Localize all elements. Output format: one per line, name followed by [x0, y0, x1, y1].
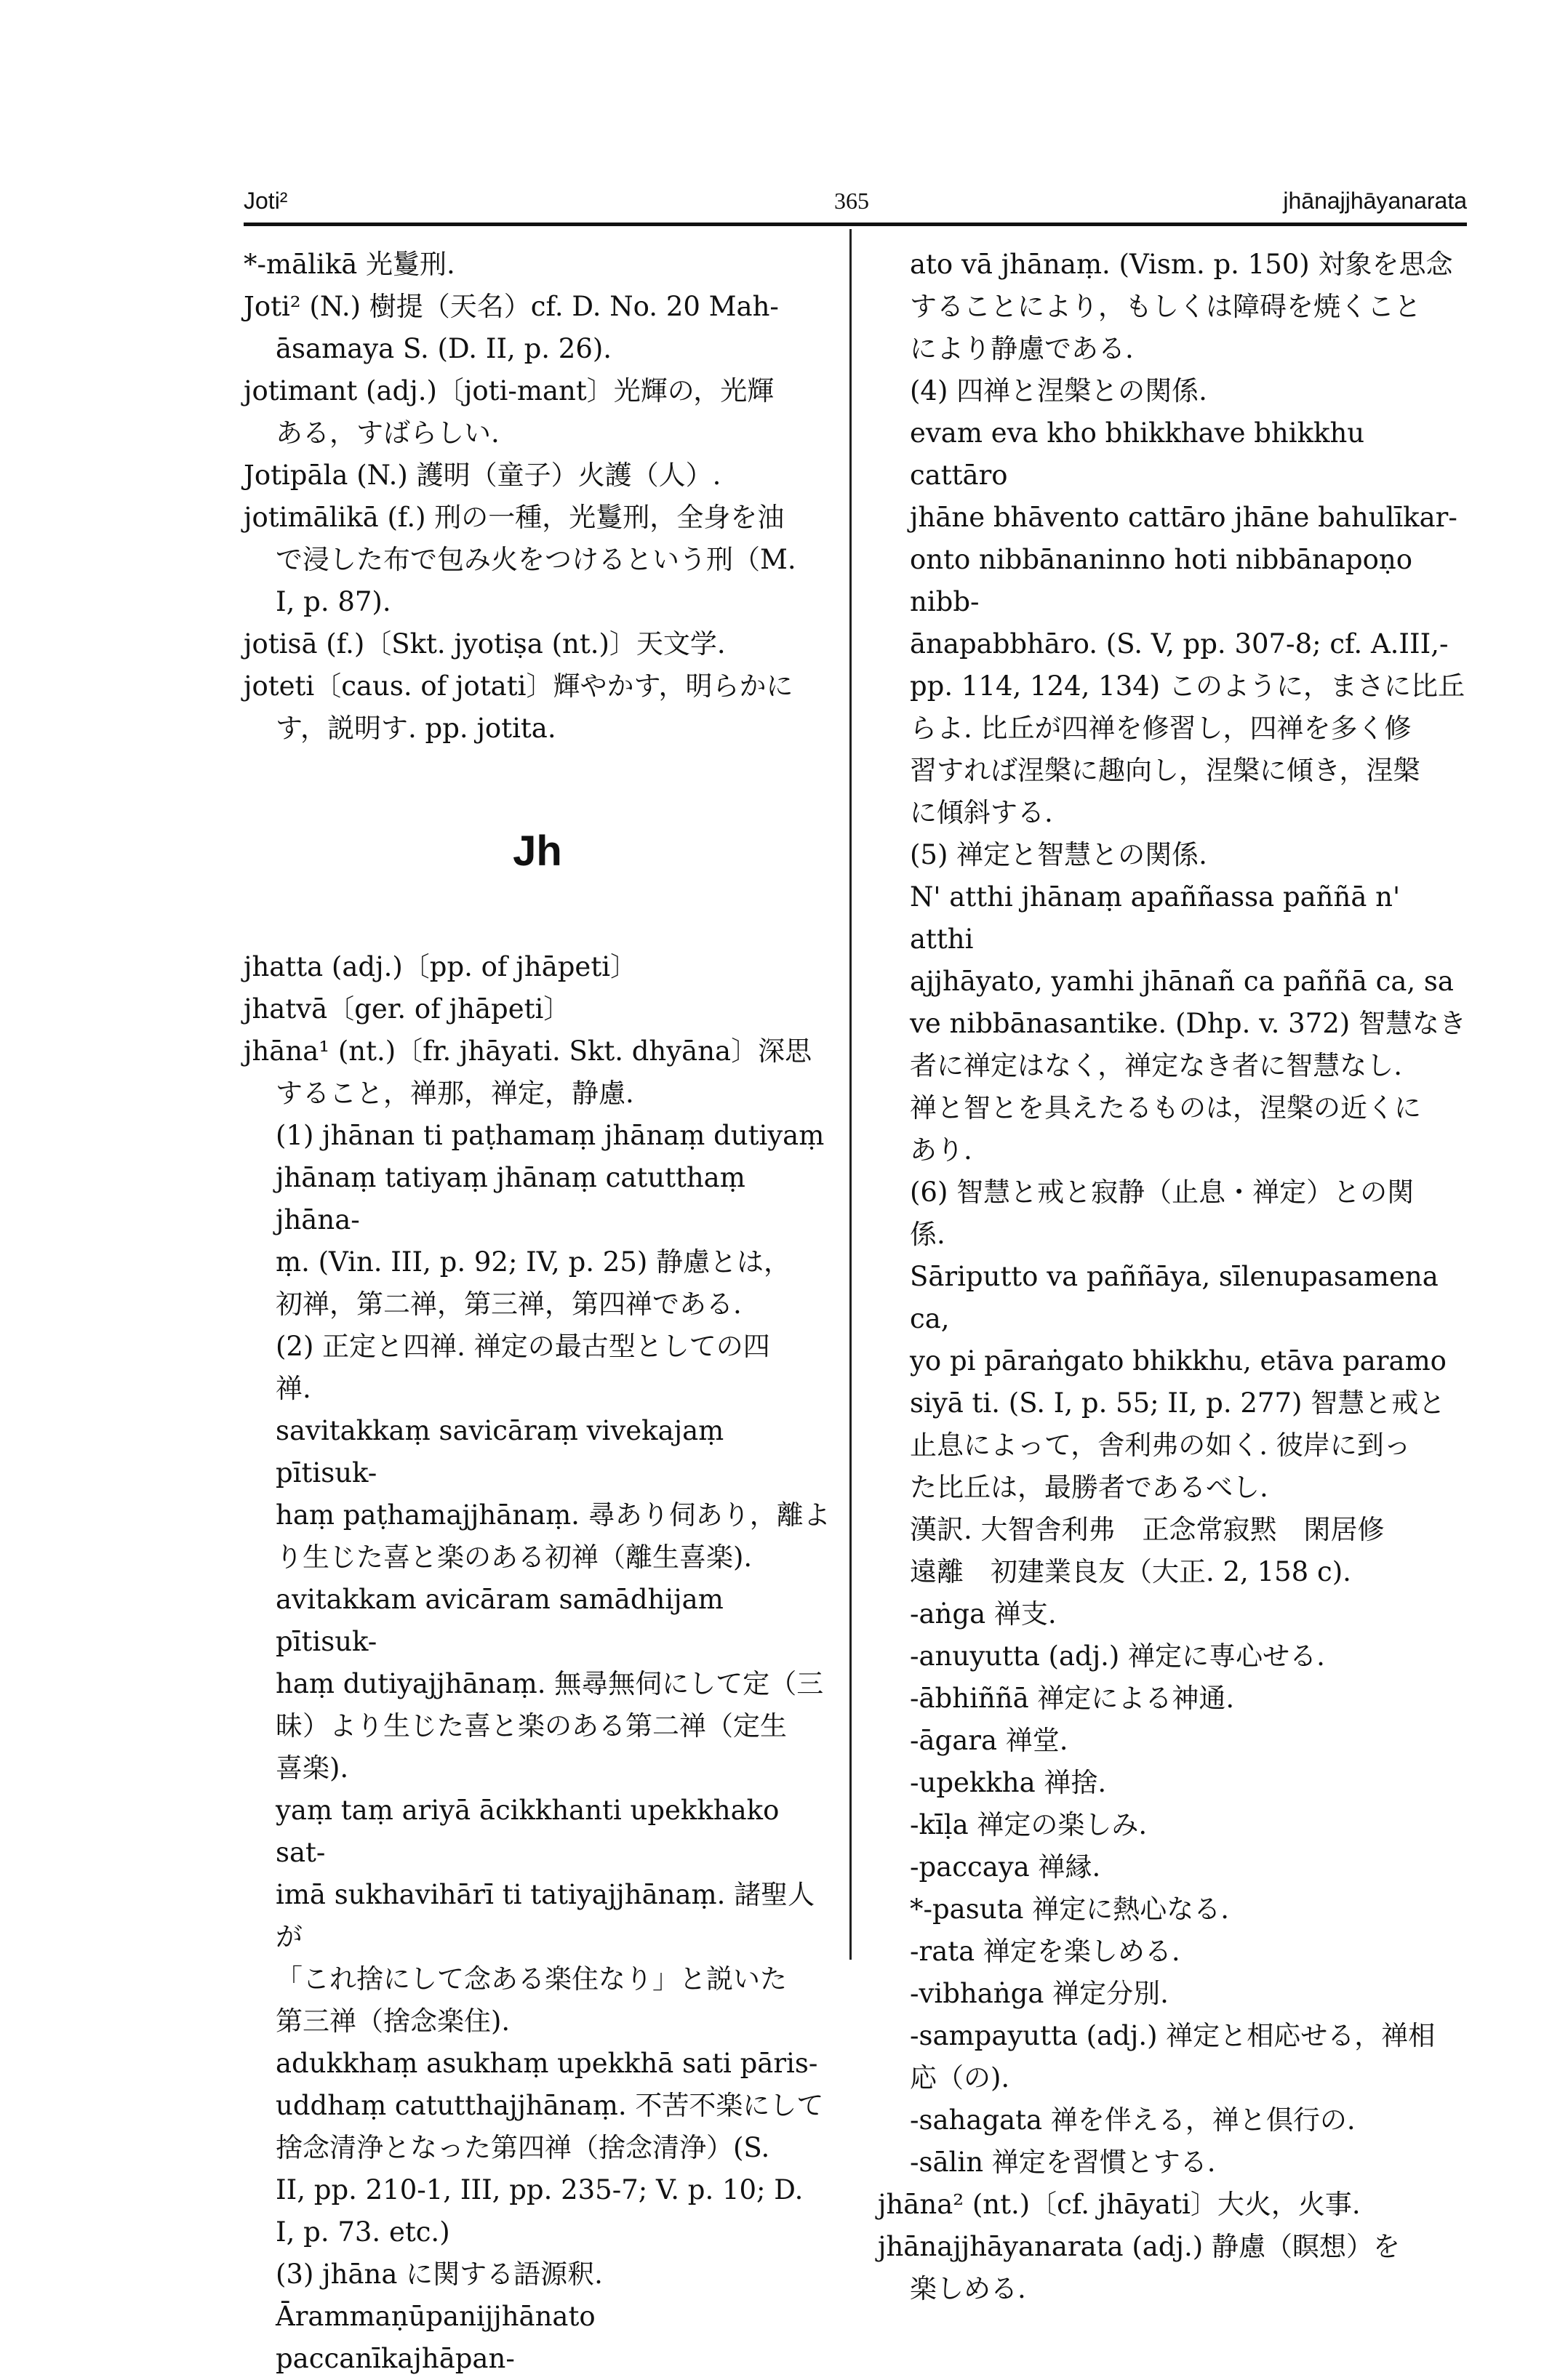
left-column	[244, 244, 831, 2380]
entry-line: らよ. 比丘が四禅を修習し，四禅を多く修	[910, 713, 1412, 744]
entry-line: 遠離 初建業良友（大正. 2, 158 c).	[910, 1556, 1351, 1587]
entry-line: jhāna² (nt.)〔cf. jhāyati〕大火，火事.	[878, 2189, 1361, 2220]
entry-line: -upekkha 禅捨.	[910, 1767, 1107, 1798]
entry-line: 喜楽).	[276, 1752, 349, 1784]
entry-line: adukkhaṃ asukhaṃ upekkhā sati pāris-	[276, 2048, 818, 2079]
entry-line: siyā ti. (S. I, p. 55; II, p. 277) 智慧と戒と	[910, 1387, 1446, 1419]
entry-line: Joti² (N.) 樹提（天名）cf. D. No. 20 Mah-	[244, 291, 779, 322]
entry-line: -ābhiññā 禅定による神通.	[910, 1683, 1235, 1714]
entry-line: 習すれば涅槃に趣向し，涅槃に傾き，涅槃	[910, 755, 1420, 786]
entry-line: す，説明す. pp. jotita.	[276, 713, 556, 744]
entry-line: āsamaya S. (D. II, p. 26).	[276, 333, 612, 364]
entry-line: すること，禅那，禅定，静慮.	[276, 1078, 634, 1109]
entry-line: 「これ捨にして念ある楽住なり」と説いた	[276, 1963, 787, 1995]
page-number: 365	[834, 188, 869, 214]
entry-line: jotimant (adj.)〔joti-mant〕光輝の，光輝	[244, 375, 775, 406]
header-guide-word-right: jhānajjhāyanarata	[1283, 188, 1467, 214]
entry-line: 第三禅（捨念楽住).	[276, 2006, 511, 2037]
entry-line: ānapabbhāro. (S. V, pp. 307-8; cf. A.III,-	[910, 628, 1449, 660]
section-heading: Jh	[513, 828, 562, 875]
entry-line: evam eva kho bhikkhave bhikkhu cattāro	[910, 417, 1365, 491]
entry-line: (4) 四禅と涅槃との関係.	[910, 375, 1207, 406]
entry-line: imā sukhavihārī ti tatiyajjhānaṃ. 諸聖人が	[276, 1879, 815, 1952]
entry-line: -sahagata 禅を伴える，禅と倶行の.	[910, 2104, 1356, 2136]
entry-line: (2) 正定と四禅. 禅定の最古型としての四	[276, 1331, 770, 1362]
entry-line: 係.	[910, 1219, 945, 1250]
entry-line: jhāna¹ (nt.)〔fr. jhāyati. Skt. dhyāna〕深思	[244, 1035, 812, 1067]
entry-line: N' atthi jhānaṃ apaññassa paññā n' atthi	[910, 881, 1401, 955]
header-guide-word-left: Joti²	[244, 188, 288, 214]
entry-line: (3) jhāna に関する語源釈.	[276, 2259, 603, 2290]
entry-line: jhānaṃ tatiyaṃ jhānaṃ catutthaṃ jhāna-	[276, 1162, 745, 1235]
entry-line: (5) 禅定と智慧との関係.	[910, 839, 1207, 870]
entry-line: -aṅga 禅支.	[910, 1598, 1057, 1630]
entry-line: -paccaya 禅縁.	[910, 1851, 1101, 1883]
entry-line: Sāriputto va paññāya, sīlenupasamena ca,	[910, 1261, 1439, 1334]
entry-line: avitakkam avicāram samādhijam pītisuk-	[276, 1584, 724, 1657]
entry-line: 禅と智とを具えたるものは，涅槃の近くに	[910, 1092, 1421, 1123]
entry-line: 漢訳. 大智舎利弗 正念常寂黙 閑居修	[910, 1514, 1385, 1545]
entry-line: I, p. 87).	[276, 586, 391, 617]
entry-line: Jotipāla (N.) 護明（童子）火護（人）.	[244, 460, 721, 491]
entry-line: jotimālikā (f.) 刑の一種，光鬘刑，全身を油	[244, 502, 785, 533]
entry-line: jotisā (f.)〔Skt. jyotiṣa (nt.)〕天文学.	[244, 628, 726, 660]
entry-line: -kīḷa 禅定の楽しみ.	[910, 1809, 1148, 1840]
entry-line: で浸した布で包み火をつけるという刑（M.	[276, 544, 796, 575]
entry-line: あり.	[910, 1134, 972, 1166]
entry-line: joteti〔caus. of jotati〕輝やかす，明らかに	[244, 670, 793, 702]
entry-line: haṃ dutiyajjhānaṃ. 無尋無伺にして定（三	[276, 1668, 824, 1699]
entry-line: jhatta (adj.)〔pp. of jhāpeti〕	[244, 951, 638, 982]
entry-line: (1) jhānan ti paṭhamaṃ jhānaṃ dutiyaṃ	[276, 1120, 825, 1151]
entry-line: Ārammaṇūpanijjhānato paccanīkajhāpan-	[276, 2301, 596, 2374]
header-rule	[244, 223, 1467, 226]
entry-line: 者に禅定はなく，禅定なき者に智慧なし.	[910, 1050, 1403, 1081]
entry-line: -sālin 禅定を習慣とする.	[910, 2147, 1216, 2178]
entry-line: 禅.	[276, 1373, 311, 1404]
entry-line: -rata 禅定を楽しめる.	[910, 1936, 1180, 1967]
entry-line: -sampayutta (adj.) 禅定と相応せる，禅相	[910, 2020, 1436, 2051]
entry-line: り生じた喜と楽のある初禅（離生喜楽).	[276, 1542, 753, 1573]
entry-line: ato vā jhānaṃ. (Vism. p. 150) 対象を思念	[910, 249, 1453, 280]
entry-line: jhatvā〔ger. of jhāpeti〕	[244, 993, 571, 1025]
entry-line: jhānajjhāyanarata (adj.) 静慮（瞑想）を	[878, 2231, 1400, 2262]
entry-line: *-mālikā 光鬘刑.	[244, 249, 455, 280]
entry-line: uddhaṃ catutthajjhānaṃ. 不苦不楽にして	[276, 2090, 824, 2121]
entry-line: により静慮である.	[910, 333, 1134, 364]
entry-line: 楽しめる.	[910, 2273, 1026, 2304]
right-column	[878, 244, 1467, 2310]
column-divider	[849, 229, 852, 1960]
entry-line: savitakkaṃ savicāraṃ vivekajaṃ pītisuk-	[276, 1415, 724, 1488]
entry-line: 止息によって，舎利弗の如く. 彼岸に到っ	[910, 1430, 1411, 1461]
entry-line: ve nibbānasantike. (Dhp. v. 372) 智慧なき	[910, 1008, 1466, 1039]
entry-line: yo pi pāraṅgato bhikkhu, etāva paramo	[910, 1345, 1447, 1377]
entry-line: *-pasuta 禅定に熱心なる.	[910, 1894, 1230, 1925]
entry-line: 応（の).	[910, 2062, 1010, 2093]
entry-line: yaṃ taṃ ariyā ācikkhanti upekkhako sat-	[276, 1795, 780, 1868]
entry-line: ある，すばらしい.	[276, 417, 500, 449]
entry-line: pp. 114, 124, 134) このように，まさに比丘	[910, 670, 1465, 702]
entry-line: 昧）より生じた喜と楽のある第二禅（定生	[276, 1710, 787, 1742]
entry-line: た比丘は，最勝者であるべし.	[910, 1472, 1268, 1503]
entry-line: haṃ paṭhamajjhānaṃ. 尋あり伺あり，離よ	[276, 1499, 831, 1531]
entry-line: 初禅，第二禅，第三禅，第四禅である.	[276, 1289, 742, 1320]
entry-line: I, p. 73. etc.)	[276, 2216, 450, 2248]
entry-line: (6) 智慧と戒と寂静（止息・禅定）との関	[910, 1177, 1415, 1208]
page-header	[244, 188, 1467, 224]
entry-line: II, pp. 210-1, III, pp. 235-7; V. p. 10; D.	[276, 2174, 804, 2205]
entry-line: -anuyutta (adj.) 禅定に専心せる.	[910, 1640, 1325, 1672]
entry-line: ṃ. (Vin. III, p. 92; IV, p. 25) 静慮とは，	[276, 1246, 791, 1278]
entry-line: -āgara 禅堂.	[910, 1725, 1068, 1756]
entry-line: 捨念清浄となった第四禅（捨念清浄）(S.	[276, 2132, 770, 2163]
entry-line: することにより，もしくは障碍を焼くこと	[910, 291, 1421, 322]
entry-line: jhāne bhāvento cattāro jhāne bahulīkar-	[910, 502, 1457, 533]
entry-line: -vibhaṅga 禅定分別.	[910, 1978, 1169, 2009]
entry-line: onto nibbānaninno hoti nibbānapoṇo nibb-	[910, 544, 1412, 617]
entry-line: ajjhāyato, yamhi jhānañ ca paññā ca, sa	[910, 966, 1454, 997]
entry-line: に傾斜する.	[910, 797, 1053, 828]
